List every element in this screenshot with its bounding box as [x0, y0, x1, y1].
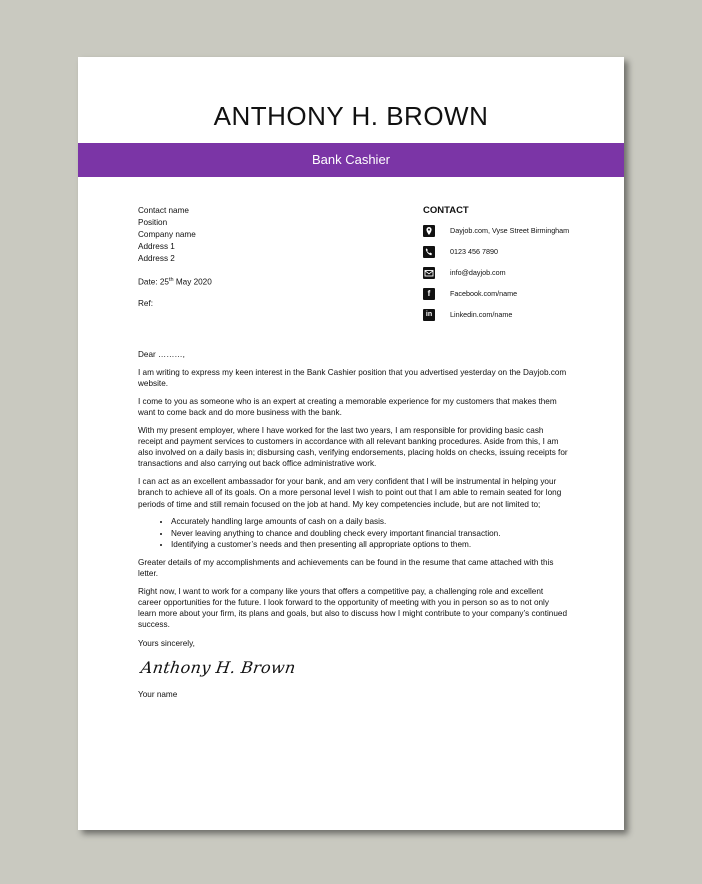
contact-facebook	[423, 287, 613, 300]
location-pin-icon	[423, 225, 435, 237]
letter-ref: Ref:	[138, 298, 154, 308]
contact-phone-text: 0123 456 7890	[450, 247, 498, 256]
closing: Yours sincerely,	[138, 639, 195, 649]
recipient-address-1: Address 1	[138, 242, 175, 251]
list-item: • Accurately handling large amounts of cash on a daily basis.	[171, 516, 568, 527]
job-title: Bank Cashier	[311, 152, 391, 167]
recipient-contact-name: Contact name	[138, 206, 189, 215]
paragraph-5: Greater details of my accomplishments and achievements can be found in the resume that came attached with this letter.	[138, 557, 554, 578]
competency-list	[138, 516, 568, 550]
facebook-icon: f	[423, 288, 435, 300]
contact-heading: CONTACT	[423, 205, 469, 216]
applicant-name: ANTHONY H. BROWN	[213, 101, 489, 131]
salutation: Dear ………,	[138, 350, 185, 359]
recipient-company: Company name	[138, 230, 196, 239]
your-name: Your name	[138, 689, 178, 699]
contact-email	[423, 266, 613, 279]
contact-linkedin-text[interactable]: Linkedin.com/name	[450, 310, 513, 319]
recipient-address-2: Address 2	[138, 254, 175, 263]
contact-linkedin	[423, 308, 613, 321]
list-item: • Identifying a customer’s needs and then presenting all appropriate options to them.	[171, 539, 568, 550]
paragraph-6: Right now, I want to work for a company like yours that offers a competitive pay, a challenging role and excellent career opportunities for the future. I look forward to the opportunity of meeting with you in person so as to not only learn more about your firm, its plans and goals, but also to discuss how I might contribute to your company’s continued success.	[138, 586, 568, 630]
signature: Anthony H. Brown	[139, 657, 297, 677]
document-page	[78, 57, 624, 830]
contact-location	[423, 224, 613, 237]
list-item: • Never leaving anything to chance and doubling check every important financial transaction.	[171, 528, 568, 539]
letter-body	[138, 349, 568, 707]
paragraph-2: I come to you as someone who is an expert at creating a memorable experience for my customers that makes them want to come back and do more business with the bank.	[138, 396, 557, 417]
contact-location-text: Dayjob.com, Vyse Street Birmingham	[450, 226, 570, 235]
paragraph-1: I am writing to express my keen interest in the Bank Cashier position that you advertised yesterday on the Dayjob.com website.	[138, 367, 567, 388]
recipient-block	[138, 205, 212, 310]
paragraph-3: With my present employer, where I have worked for the last two years, I am responsible for providing basic cash receipt and payment services to customers in accordance with all relevant banking procedures. Aside from this, I am also involved on a daily basis in; disbursing cash, verifying endorsements, placing holds on checks, issuing receipts for transactions and also carrying out back office administrative work.	[138, 425, 568, 469]
contact-email-text[interactable]: info@dayjob.com	[450, 268, 506, 277]
email-icon	[423, 267, 435, 279]
contact-block	[423, 205, 613, 329]
phone-icon	[423, 246, 435, 258]
paragraph-4: I can act as an excellent ambassador for your bank, and am very confident that I will be instrumental in helping your branch to achieve all of its goals. On a more personal level I wish to point out that I am able to remain seated for long periods of time and still remain focused on the job at hand. My key competencies include, but are not limited to;	[138, 477, 562, 509]
contact-phone	[423, 245, 613, 258]
job-title-banner	[78, 143, 624, 177]
linkedin-icon: in	[423, 309, 435, 321]
letter-date: Date: 25th May 2020	[138, 277, 212, 287]
contact-facebook-text[interactable]: Facebook.com/name	[450, 289, 518, 298]
recipient-position: Position	[138, 218, 168, 227]
